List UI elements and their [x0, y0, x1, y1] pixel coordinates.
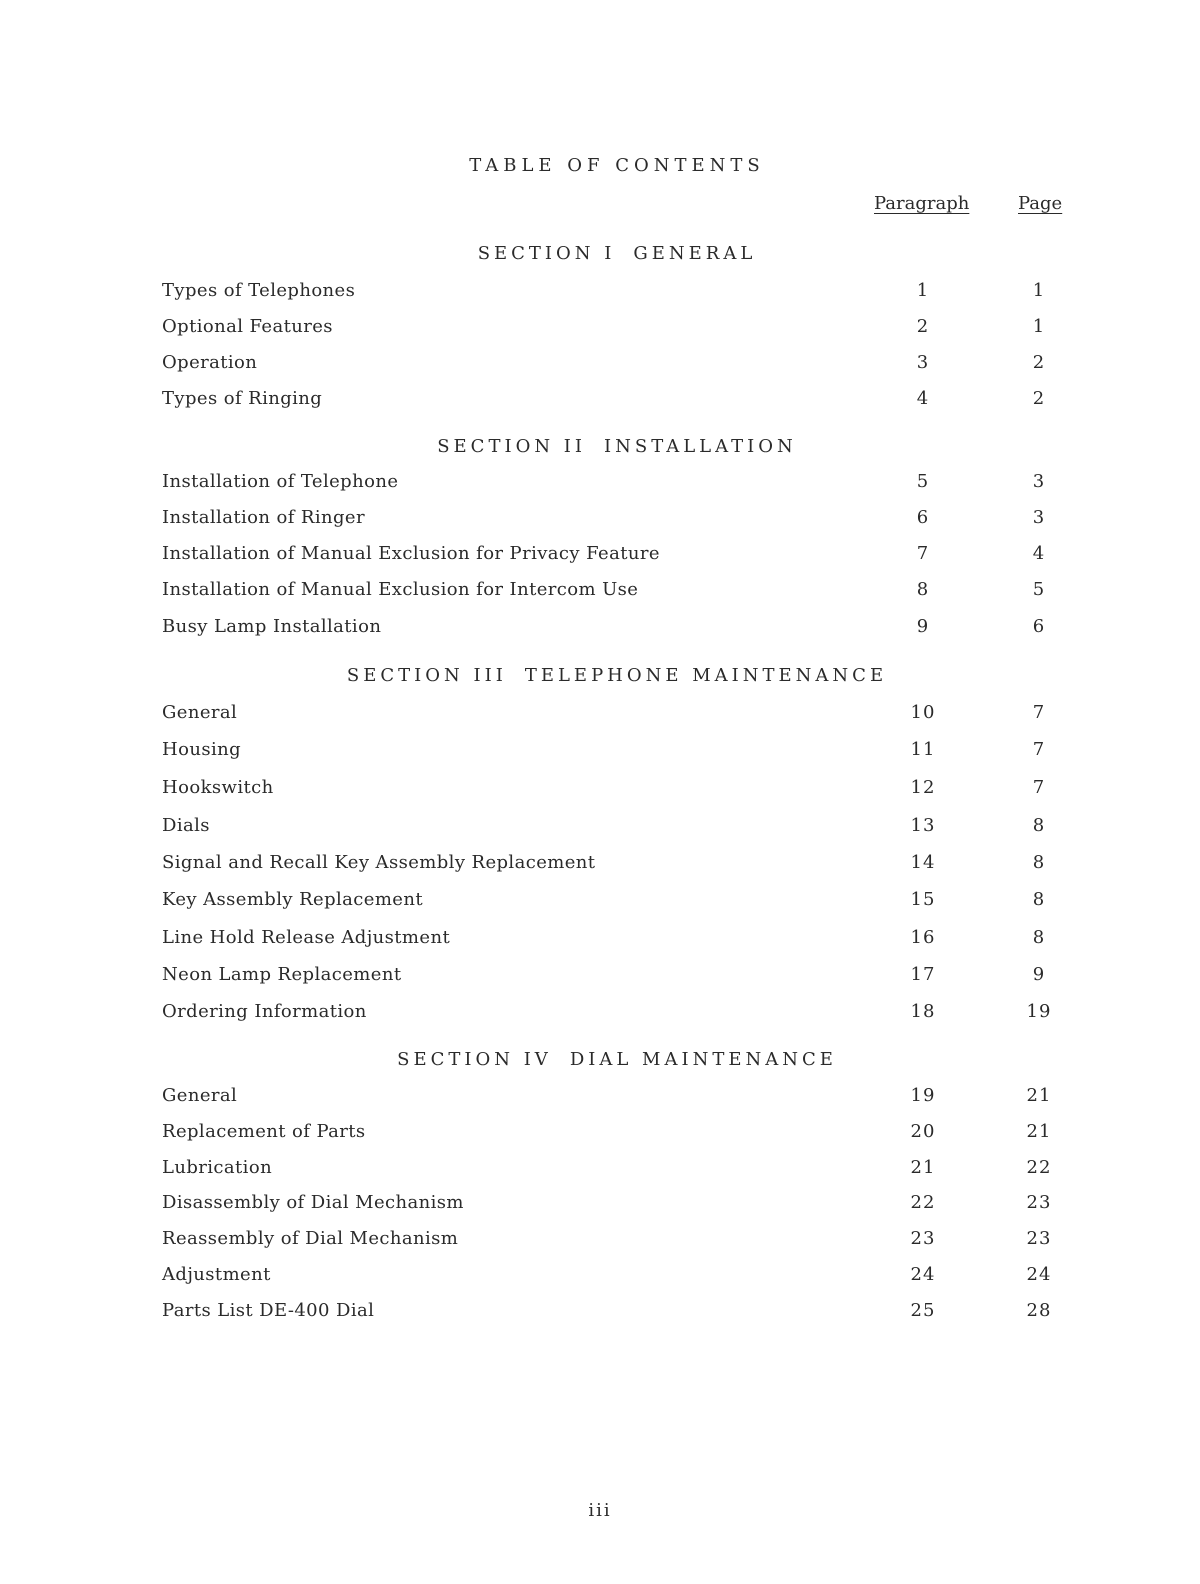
section-heading-telephone-maintenance [0, 665, 1200, 686]
toc-entry [0, 1001, 1200, 1031]
toc-entry [0, 1228, 1200, 1258]
entry-page: 7 [1032, 702, 1046, 723]
entry-title: Busy Lamp Installation [162, 616, 382, 637]
entry-page: 3 [1032, 507, 1046, 528]
entry-title: Optional Features [162, 316, 333, 337]
entry-paragraph: 3 [916, 352, 930, 373]
toc-entry [0, 579, 1200, 609]
entry-title: Lubrication [162, 1157, 273, 1178]
entry-title: Operation [162, 352, 258, 373]
entry-page: 1 [1032, 280, 1046, 301]
entry-page: 23 [1026, 1192, 1052, 1213]
toc-entry [0, 352, 1200, 382]
entry-paragraph: 19 [910, 1085, 936, 1106]
entry-page: 21 [1026, 1121, 1052, 1142]
entry-page: 8 [1032, 852, 1046, 873]
entry-title: Types of Telephones [162, 280, 356, 301]
entry-page: 2 [1032, 388, 1046, 409]
toc-entry [0, 471, 1200, 501]
entry-title: Key Assembly Replacement [162, 889, 423, 910]
entry-paragraph: 25 [910, 1300, 936, 1321]
entry-page: 7 [1032, 777, 1046, 798]
entry-paragraph: 22 [910, 1192, 936, 1213]
entry-paragraph: 18 [910, 1001, 936, 1022]
entry-paragraph: 6 [916, 507, 930, 528]
entry-paragraph: 24 [910, 1264, 936, 1285]
entry-paragraph: 9 [916, 616, 930, 637]
toc-entry [0, 739, 1200, 769]
entry-paragraph: 23 [910, 1228, 936, 1249]
toc-entry [0, 777, 1200, 807]
entry-title: Neon Lamp Replacement [162, 964, 402, 985]
entry-page: 2 [1032, 352, 1046, 373]
toc-entry [0, 852, 1200, 882]
toc-entry [0, 964, 1200, 994]
entry-title: Replacement of Parts [162, 1121, 366, 1142]
entry-title: Hookswitch [162, 777, 274, 798]
toc-entry [0, 889, 1200, 919]
toc-entry [0, 1300, 1200, 1330]
entry-page: 1 [1032, 316, 1046, 337]
entry-paragraph: 20 [910, 1121, 936, 1142]
entry-page: 9 [1032, 964, 1046, 985]
entry-title: General [162, 702, 238, 723]
toc-entry [0, 280, 1200, 310]
toc-entry [0, 702, 1200, 732]
entry-title: Types of Ringing [162, 388, 323, 409]
entry-page: 24 [1026, 1264, 1052, 1285]
entry-paragraph: 7 [916, 543, 930, 564]
entry-paragraph: 8 [916, 579, 930, 600]
entry-paragraph: 10 [910, 702, 936, 723]
section-heading-installation [0, 436, 1200, 457]
section-name: TELEPHONE MAINTENANCE [524, 665, 888, 686]
column-headers [0, 193, 1200, 223]
entry-page: 6 [1032, 616, 1046, 637]
section-number: SECTION I [477, 243, 616, 264]
entry-title: Ordering Information [162, 1001, 367, 1022]
toc-entry [0, 507, 1200, 537]
paragraph-column-header: Paragraph [874, 193, 970, 214]
entry-paragraph: 21 [910, 1157, 936, 1178]
section-name: GENERAL [633, 243, 757, 264]
entry-page: 5 [1032, 579, 1046, 600]
entry-title: Reassembly of Dial Mechanism [162, 1228, 459, 1249]
toc-entry [0, 1192, 1200, 1222]
toc-entry [0, 543, 1200, 573]
toc-entry [0, 1085, 1200, 1115]
entry-paragraph: 15 [910, 889, 936, 910]
entry-paragraph: 2 [916, 316, 930, 337]
entry-page: 3 [1032, 471, 1046, 492]
entry-paragraph: 17 [910, 964, 936, 985]
toc-entry [0, 316, 1200, 346]
section-name: DIAL MAINTENANCE [569, 1049, 837, 1070]
page-column-header: Page [1018, 193, 1063, 214]
entry-page: 28 [1026, 1300, 1052, 1321]
toc-entry [0, 1157, 1200, 1187]
entry-page: 8 [1032, 889, 1046, 910]
entry-paragraph: 12 [910, 777, 936, 798]
entry-page: 21 [1026, 1085, 1052, 1106]
entry-title: Signal and Recall Key Assembly Replacement [162, 852, 596, 873]
entry-page: 4 [1032, 543, 1046, 564]
section-number: SECTION III [346, 665, 507, 686]
entry-page: 23 [1026, 1228, 1052, 1249]
entry-paragraph: 16 [910, 927, 936, 948]
entry-page: 7 [1032, 739, 1046, 760]
entry-paragraph: 14 [910, 852, 936, 873]
entry-title: Line Hold Release Adjustment [162, 927, 451, 948]
entry-page: 19 [1026, 1001, 1052, 1022]
section-number: SECTION IV [397, 1049, 552, 1070]
section-heading-general [0, 243, 1200, 264]
entry-paragraph: 1 [916, 280, 930, 301]
entry-paragraph: 11 [910, 739, 936, 760]
section-name: INSTALLATION [604, 436, 797, 457]
section-number: SECTION II [437, 436, 587, 457]
section-heading-dial-maintenance [0, 1049, 1200, 1070]
entry-title: Parts List DE-400 Dial [162, 1300, 375, 1321]
toc-entry [0, 616, 1200, 646]
entry-title: Installation of Telephone [162, 471, 399, 492]
entry-title: Housing [162, 739, 242, 760]
entry-paragraph: 4 [916, 388, 930, 409]
entry-title: Adjustment [162, 1264, 271, 1285]
page-number: iii [588, 1500, 612, 1521]
entry-title: Installation of Manual Exclusion for Privacy Feature [162, 543, 660, 564]
entry-page: 8 [1032, 927, 1046, 948]
entry-title: Dials [162, 815, 210, 836]
entry-title: Installation of Manual Exclusion for Intercom Use [162, 579, 639, 600]
page-title: TABLE OF CONTENTS [469, 155, 765, 176]
entry-paragraph: 5 [916, 471, 930, 492]
entry-paragraph: 13 [910, 815, 936, 836]
entry-title: Installation of Ringer [162, 507, 365, 528]
entry-page: 8 [1032, 815, 1046, 836]
entry-title: Disassembly of Dial Mechanism [162, 1192, 464, 1213]
toc-entry [0, 815, 1200, 845]
toc-entry [0, 1264, 1200, 1294]
toc-entry [0, 927, 1200, 957]
toc-entry [0, 1121, 1200, 1151]
entry-page: 22 [1026, 1157, 1052, 1178]
toc-entry [0, 388, 1200, 418]
entry-title: General [162, 1085, 238, 1106]
